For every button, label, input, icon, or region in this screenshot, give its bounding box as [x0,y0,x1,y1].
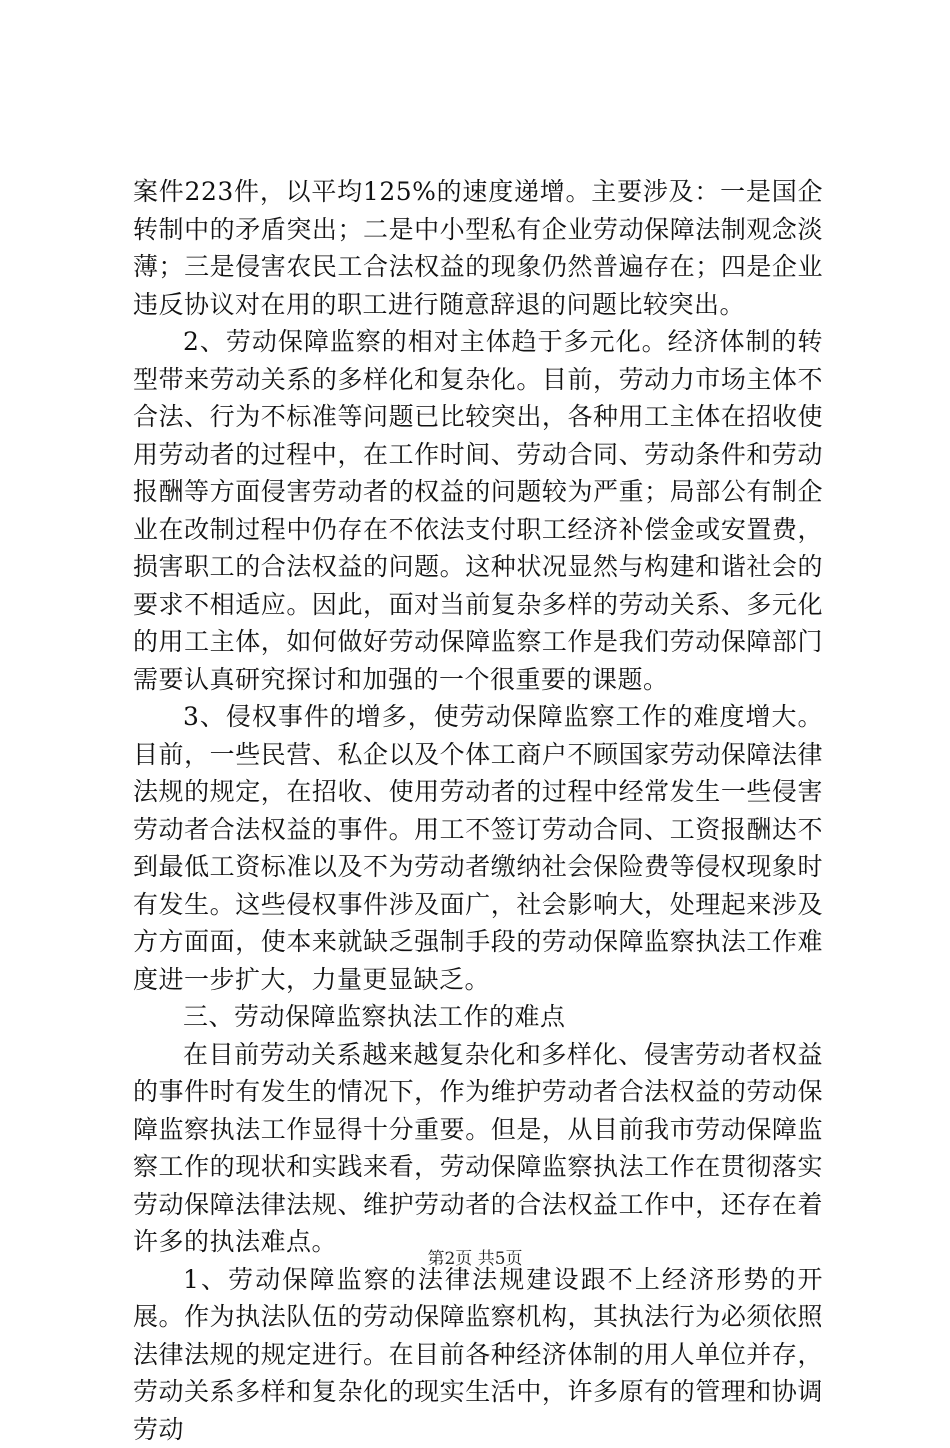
section-heading: 三、劳动保障监察执法工作的难点 [133,998,823,1036]
paragraph-5: 1、劳动保障监察的法律法规建设跟不上经济形势的开展。作为执法队伍的劳动保障监察机构，其执法行为必须依照法律法规的规定进行。在目前各种经济体制的用人单位并存，劳动关系多样和复杂化的现实生活中，许多原有的管理和协调劳动 [133,1261,823,1448]
paragraph-2: 2、劳动保障监察的相对主体趋于多元化。经济体制的转型带来劳动关系的多样化和复杂化。目前，劳动力市场主体不合法、行为不标准等问题已比较突出，各种用工主体在招收使用劳动者的过程中，在工作时间、劳动合同、劳动条件和劳动报酬等方面侵害劳动者的权益的问题较为严重；局部公有制企业在改制过程中仍存在不依法支付职工经济补偿金或安置费，损害职工的合法权益的问题。这种状况显然与构建和谐社会的要求不相适应。因此，面对当前复杂多样的劳动关系、多元化的用工主体，如何做好劳动保障监察工作是我们劳动保障部门需要认真研究探讨和加强的一个很重要的课题。 [133,323,823,698]
paragraph-3: 3、侵权事件的增多，使劳动保障监察工作的难度增大。目前，一些民营、私企以及个体工商户不顾国家劳动保障法律法规的规定，在招收、使用劳动者的过程中经常发生一些侵害劳动者合法权益的事件。用工不签订劳动合同、工资报酬达不到最低工资标准以及不为劳动者缴纳社会保险费等侵权现象时有发生。这些侵权事件涉及面广，社会影响大，处理起来涉及方方面面，使本来就缺乏强制手段的劳动保障监察执法工作难度进一步扩大，力量更显缺乏。 [133,698,823,998]
paragraph-4: 在目前劳动关系越来越复杂化和多样化、侵害劳动者权益的事件时有发生的情况下，作为维护劳动者合法权益的劳动保障监察执法工作显得十分重要。但是，从目前我市劳动保障监察工作的现状和实践来看，劳动保障监察执法工作在贯彻落实劳动保障法律法规、维护劳动者的合法权益工作中，还存在着许多的执法难点。 [133,1036,823,1261]
page-number-footer: 第2页 共5页 [0,1244,950,1269]
paragraph-1: 案件223件，以平均125%的速度递增。主要涉及：一是国企转制中的矛盾突出；二是中小型私有企业劳动保障法制观念淡薄；三是侵害农民工合法权益的现象仍然普遍存在；四是企业违反协议对在用的职工进行随意辞退的问题比较突出。 [133,173,823,323]
